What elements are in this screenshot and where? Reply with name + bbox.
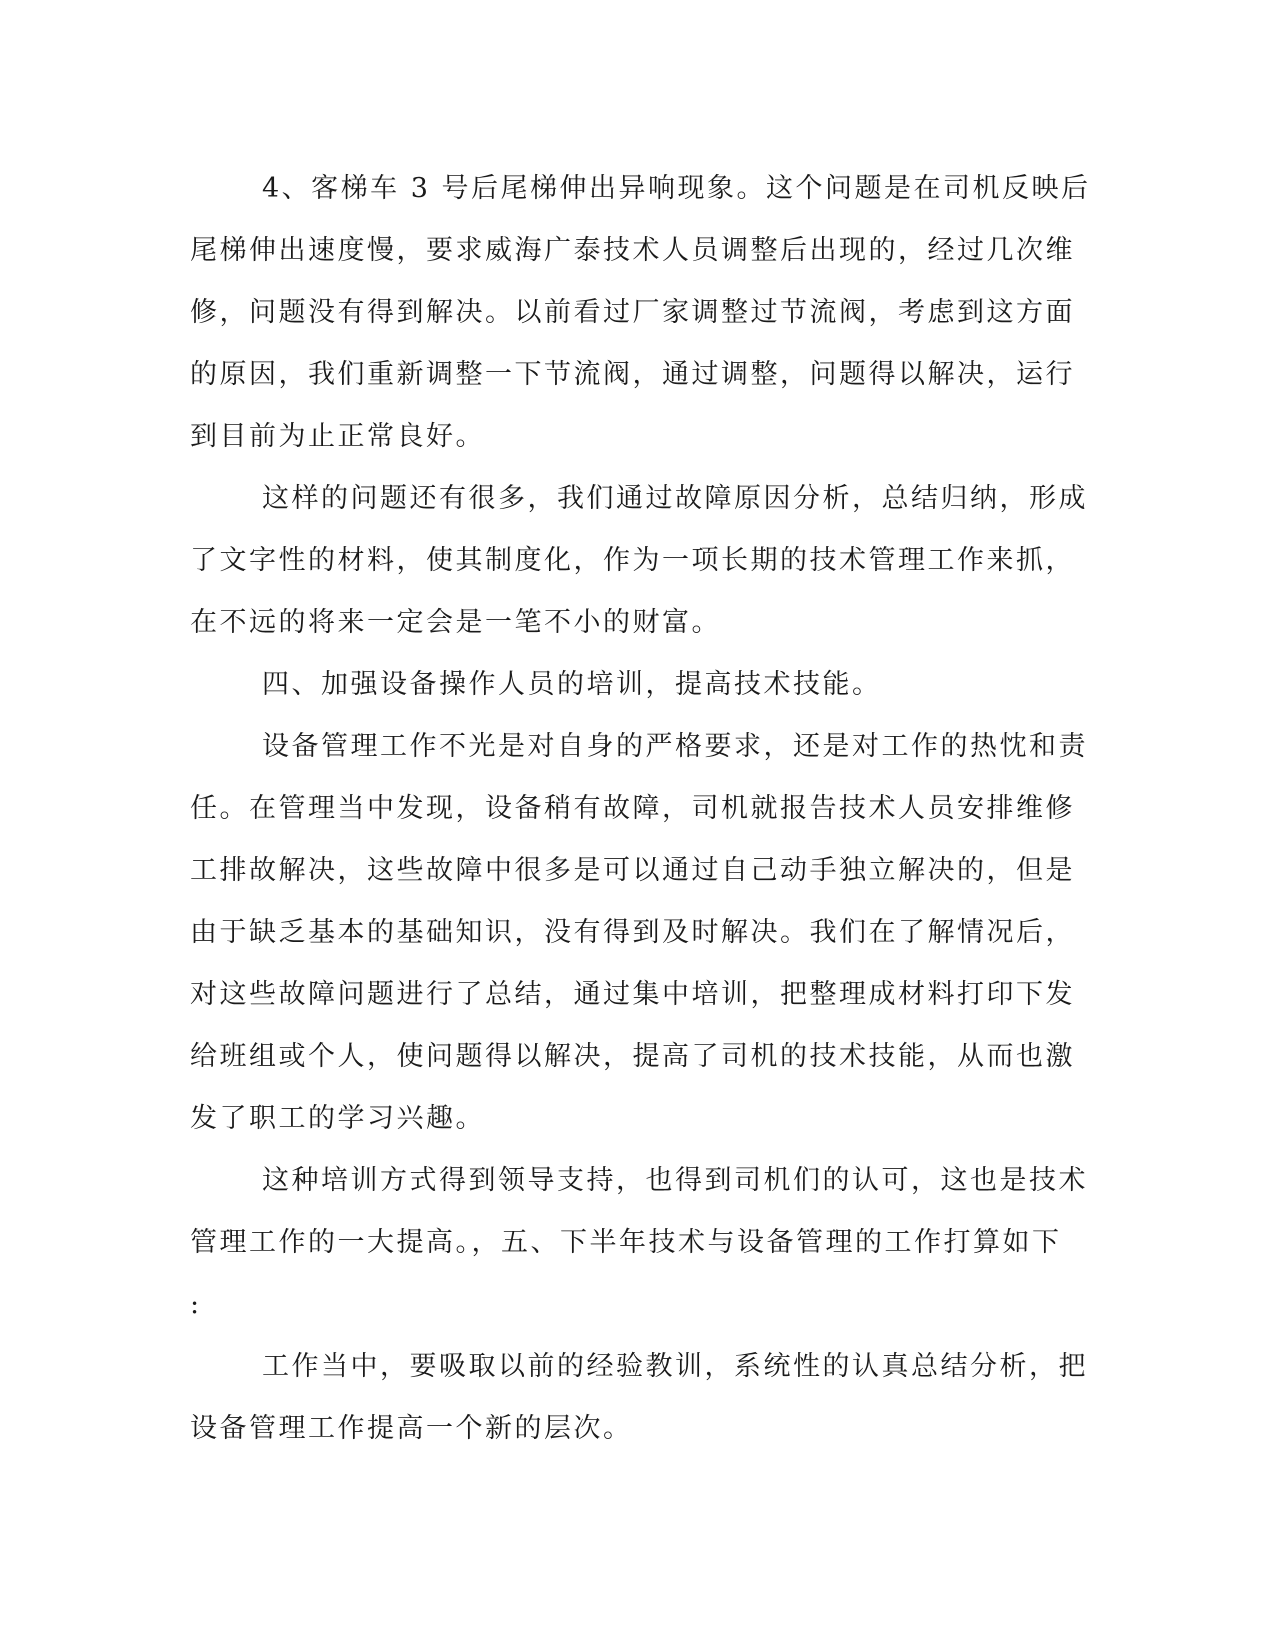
text-line: 4、客梯车 3 号后尾梯伸出异响现象。这个问题是在司机反映后	[262, 173, 1091, 204]
document-body	[190, 158, 1091, 1460]
text-line: 到目前为止正常良好。	[190, 421, 485, 452]
text-line: 由于缺乏基本的基础知识，没有得到及时解决。我们在了解情况后，	[190, 917, 1075, 948]
paragraph-elevator-noise	[190, 158, 1091, 468]
text-line: 设备管理工作不光是对自身的严格要求，还是对工作的热忱和责	[262, 731, 1088, 762]
text-line: 设备管理工作提高一个新的层次。	[190, 1413, 633, 1444]
heading-line: 四、加强设备操作人员的培训，提高技术技能。	[262, 669, 882, 700]
paragraph-equipment-management	[190, 716, 1088, 1150]
text-line: 尾梯伸出速度慢，要求威海广泰技术人员调整后出现的，经过几次维	[190, 235, 1075, 266]
paragraph-fault-summary	[190, 468, 1088, 654]
text-line: 的原因，我们重新调整一下节流阀，通过调整，问题得以解决，运行	[190, 359, 1075, 390]
text-line: 这种培训方式得到领导支持，也得到司机们的认可，这也是技术	[262, 1165, 1088, 1196]
text-line: 在不远的将来一定会是一笔不小的财富。	[190, 607, 721, 638]
text-line: 工作当中，要吸取以前的经验教训，系统性的认真总结分析，把	[262, 1351, 1088, 1382]
text-line: 给班组或个人，使问题得以解决，提高了司机的技术技能，从而也激	[190, 1041, 1075, 1072]
paragraph-training-method	[190, 1150, 1088, 1336]
text-line: 任。在管理当中发现，设备稍有故障，司机就报告技术人员安排维修	[190, 793, 1075, 824]
text-line: 发了职工的学习兴趣。	[190, 1103, 485, 1134]
paragraph-future-plan	[190, 1336, 1088, 1460]
text-line: 工排故解决，这些故障中很多是可以通过自己动手独立解决的，但是	[190, 855, 1075, 886]
text-line: :	[190, 1289, 202, 1320]
text-line: 对这些故障问题进行了总结，通过集中培训，把整理成材料打印下发	[190, 979, 1075, 1010]
text-line: 这样的问题还有很多，我们通过故障原因分析，总结归纳，形成	[262, 483, 1088, 514]
section-heading-training	[190, 654, 1080, 716]
text-line: 管理工作的一大提高。，五、下半年技术与设备管理的工作打算如下	[190, 1227, 1062, 1258]
text-line: 了文字性的材料，使其制度化，作为一项长期的技术管理工作来抓，	[190, 545, 1075, 576]
text-line: 修，问题没有得到解决。以前看过厂家调整过节流阀，考虑到这方面	[190, 297, 1075, 328]
